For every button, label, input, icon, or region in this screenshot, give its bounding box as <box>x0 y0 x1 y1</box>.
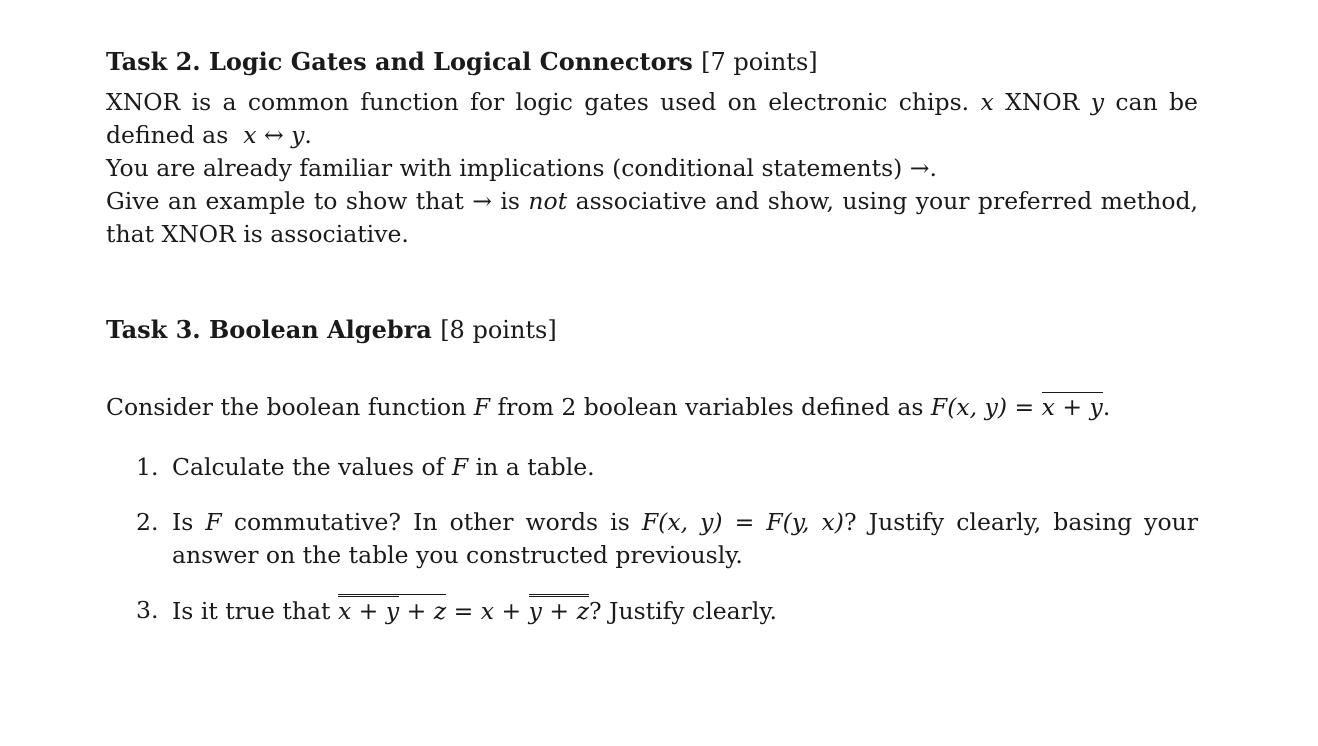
task2-para3: Give an example to show that → is not associative and show, using your preferred method, that XNOR is associative. <box>106 187 1198 248</box>
list-item: 2. Is F commutative? In other words is F(x, y) = F(y, x)? Justify clearly, basing your answer on the table you constructed previously. <box>136 508 1198 569</box>
task2-title: Task 2. Logic Gates and Logical Connectors <box>106 47 693 76</box>
list-item: 1. Calculate the values of F in a table. <box>136 453 595 481</box>
task3-title: Task 3. Boolean Algebra <box>106 315 432 344</box>
overlined-expression: x + y + z <box>338 594 446 624</box>
task2-para1: XNOR is a common function for logic gates used on electronic chips. x XNOR y can be defined as x ↔ y. <box>106 88 1198 149</box>
document-page <box>106 44 1198 625</box>
task3-list <box>136 451 1198 650</box>
list-item: 3. Is it true that x + y + z = x + y + z? Justify clearly. <box>136 596 778 625</box>
task2-para2: You are already familiar with implications (conditional statements) →. <box>106 154 937 182</box>
overlined-expression: x + y <box>1041 393 1103 421</box>
task2-body <box>106 86 1198 251</box>
task2-heading <box>106 44 1198 80</box>
task2-points: [7 points] <box>701 48 818 76</box>
task3-heading <box>106 312 557 348</box>
task3-intro: Consider the boolean function F from 2 boolean variables defined as F(x, y) = x + y. <box>106 393 1111 421</box>
task3-points: [8 points] <box>440 316 557 344</box>
overlined-expression: y + z <box>529 594 589 624</box>
